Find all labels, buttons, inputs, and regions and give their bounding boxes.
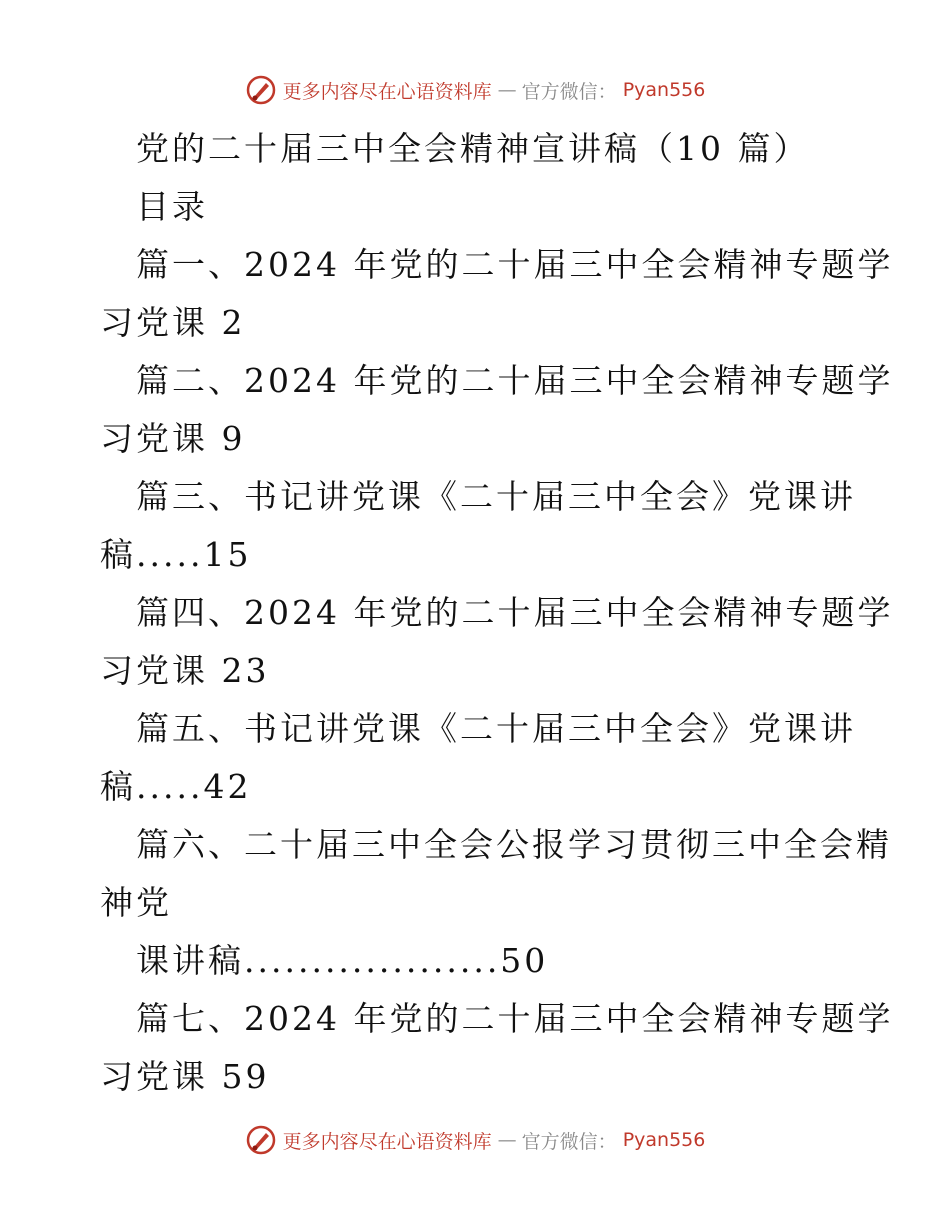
toc-entry-7-line1: 篇七、2024 年党的二十届三中全会精神专题学 [136, 999, 894, 1038]
watermark-label: 官方微信： [521, 80, 617, 103]
toc-entry-3-line2: 稿.....15 [100, 535, 252, 574]
brush-logo-icon [245, 74, 277, 106]
document-body [100, 120, 894, 1106]
watermark-separator: — [497, 1129, 516, 1151]
brush-logo-icon [245, 1124, 277, 1156]
watermark-label: 官方微信： [521, 1130, 617, 1153]
toc-entry-5-line2: 稿.....42 [100, 767, 252, 806]
toc-entry-4-line2: 习党课 23 [100, 651, 270, 690]
toc-heading: 目录 [136, 187, 208, 226]
watermark-wechat-id: Pyan556 [622, 79, 706, 101]
toc-entry-6-line3: 课讲稿...................50 [136, 941, 549, 980]
toc-entry-6-line2: 神党 [100, 883, 172, 922]
document-title: 党的二十届三中全会精神宣讲稿（10 篇） [136, 129, 810, 168]
watermark-text: 更多内容尽在心语资料库 [282, 1130, 492, 1153]
toc-entry-2-line1: 篇二、2024 年党的二十届三中全会精神专题学 [136, 361, 894, 400]
watermark-wechat-id: Pyan556 [622, 1129, 706, 1151]
toc-entry-7-line2: 习党课 59 [100, 1057, 270, 1096]
toc-entry-1-line2: 习党课 2 [100, 303, 246, 342]
toc-entry-2-line2: 习党课 9 [100, 419, 246, 458]
toc-entry-4-line1: 篇四、2024 年党的二十届三中全会精神专题学 [136, 593, 894, 632]
watermark-separator: — [497, 79, 516, 101]
header-watermark [0, 70, 950, 110]
toc-entry-1-line1: 篇一、2024 年党的二十届三中全会精神专题学 [136, 245, 894, 284]
watermark-text: 更多内容尽在心语资料库 [282, 80, 492, 103]
toc-entry-5-line1: 篇五、书记讲党课《二十届三中全会》党课讲 [136, 709, 856, 748]
toc-entry-6-line1: 篇六、二十届三中全会公报学习贯彻三中全会精 [136, 825, 892, 864]
toc-entry-3-line1: 篇三、书记讲党课《二十届三中全会》党课讲 [136, 477, 856, 516]
footer-watermark [0, 1120, 950, 1160]
